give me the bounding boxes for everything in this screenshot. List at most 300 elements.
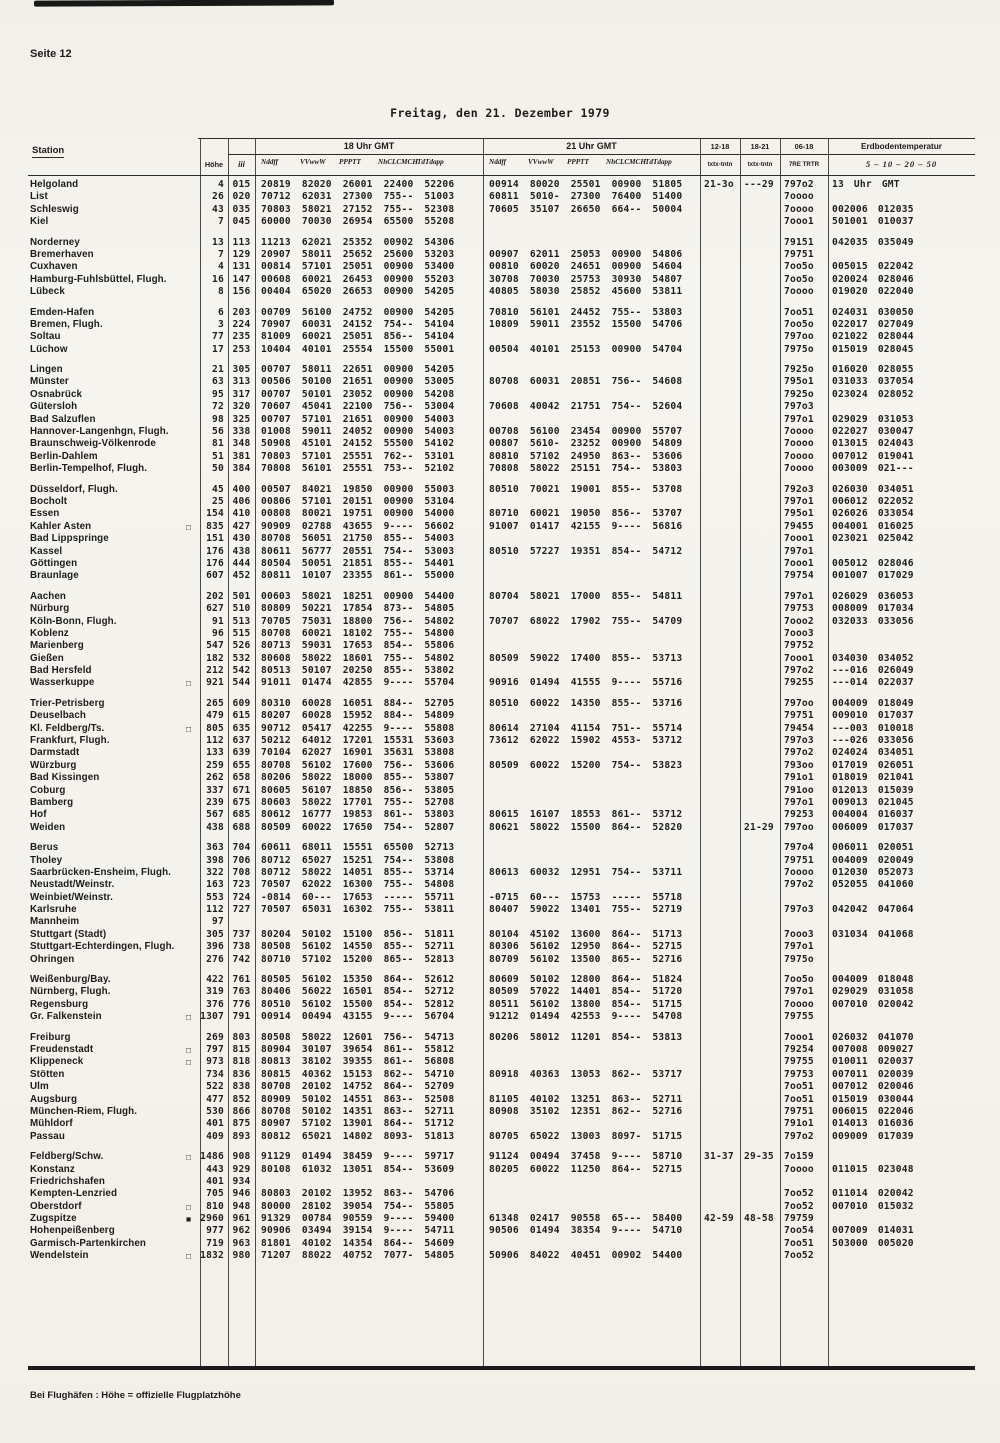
temp-18-21 xyxy=(740,1081,780,1093)
mountain-station-marker xyxy=(186,389,200,401)
obs-21-gmt xyxy=(483,842,700,854)
obs-21-gmt: 00810 60020 24651 00900 54604 xyxy=(489,261,683,273)
mountain-station-marker xyxy=(186,546,200,558)
precip-group-06-18: 79255 xyxy=(784,677,814,689)
station-number: 818 xyxy=(232,1056,251,1068)
station-height: 72 xyxy=(212,401,224,413)
temp-18-21 xyxy=(740,842,780,854)
obs-21-gmt: 80511 56102 13800 854-- 51715 xyxy=(489,998,683,1010)
temp-18-21 xyxy=(740,249,780,261)
soil-temperatures xyxy=(828,1011,975,1023)
station-name: Wasserkuppe xyxy=(30,677,95,689)
station-name: Bad Lippspringe xyxy=(30,533,109,545)
obs-18-gmt: 91129 01494 38459 9---- 59717 xyxy=(261,1151,455,1163)
soil-temperatures: 006011 020051 xyxy=(832,842,914,854)
station-height: 719 xyxy=(206,1237,224,1249)
header-hoehe: Höhe xyxy=(204,160,224,169)
temp-18-21 xyxy=(740,438,780,450)
station-name: Gütersloh xyxy=(30,401,78,413)
mountain-station-marker xyxy=(186,274,200,286)
station-number: 658 xyxy=(232,772,251,784)
obs-21-gmt xyxy=(483,237,700,249)
obs-18-gmt: 80815 40362 15153 862-- 54710 xyxy=(261,1068,455,1080)
temp-18-21 xyxy=(740,496,780,508)
obs-21-gmt xyxy=(483,797,700,809)
table-row xyxy=(28,760,975,772)
temp-18-21 xyxy=(740,760,780,772)
table-row xyxy=(28,521,975,533)
table-row xyxy=(28,331,975,343)
temp-18-21 xyxy=(740,986,780,998)
header-temp-18-21: 18-21 xyxy=(750,142,770,151)
obs-21-gmt xyxy=(483,665,700,677)
table-row xyxy=(28,628,975,640)
table-row xyxy=(28,261,975,273)
station-name-cell xyxy=(28,665,200,677)
obs-21-gmt xyxy=(483,496,700,508)
temp-12-18 xyxy=(700,999,740,1011)
obs-21-gmt: 81105 40102 13251 863-- 52711 xyxy=(489,1093,683,1105)
station-height: 16 xyxy=(212,273,224,285)
obs-21-gmt: 91124 00494 37458 9---- 58710 xyxy=(489,1151,683,1163)
station-height: 81 xyxy=(212,438,224,450)
page-number: Seite 12 xyxy=(30,48,72,60)
soil-temperatures xyxy=(828,1151,975,1163)
soil-temperatures xyxy=(828,1250,975,1262)
temp-18-21 xyxy=(740,929,780,941)
obs-21-gmt: 80407 59022 13401 755-- 52719 xyxy=(489,904,683,916)
temp-18-21 xyxy=(740,204,780,216)
station-height: 479 xyxy=(206,710,224,722)
temp-12-18 xyxy=(700,772,740,784)
station-height: 921 xyxy=(206,677,224,689)
station-name: Berlin-Tempelhof, Flugh. xyxy=(30,463,148,475)
station-height: 401 xyxy=(206,1175,224,1187)
station-name: Berlin-Dahlem xyxy=(30,450,98,462)
mountain-station-marker xyxy=(186,954,200,966)
soil-temperatures: 007010 020042 xyxy=(832,998,914,1010)
obs-18-gmt: 80803 20102 13952 863-- 54706 xyxy=(261,1188,455,1200)
temp-18-21 xyxy=(740,414,780,426)
obs-21-gmt: 61348 02417 90558 65--- 58400 xyxy=(489,1213,683,1225)
soil-temperatures xyxy=(828,640,975,652)
obs-18-gmt: 80510 56102 15500 854-- 52812 xyxy=(261,998,455,1010)
temp-18-21 xyxy=(740,603,780,615)
precip-group-06-18: 7ooo1 xyxy=(784,216,814,228)
precip-group-06-18: 791o1 xyxy=(784,1118,814,1130)
obs-21-gmt: 40805 58030 25852 45600 53811 xyxy=(489,286,683,298)
obs-18-gmt: 00608 60021 26453 00900 55203 xyxy=(261,273,455,285)
temp-12-18 xyxy=(700,954,740,966)
precip-group-06-18: 7oooo xyxy=(784,203,814,215)
temp-12-18 xyxy=(700,463,740,475)
soil-temperatures: 013015 024043 xyxy=(832,438,914,450)
station-name-cell xyxy=(28,842,200,854)
obs-21-gmt: 70707 68022 17902 755-- 54709 xyxy=(489,615,683,627)
station-name: Öhringen xyxy=(30,953,75,965)
obs-18-gmt: 80206 58022 18000 855-- 53807 xyxy=(261,772,455,784)
station-height: 91 xyxy=(212,615,224,627)
header-txtn-sub: txtx-tntn xyxy=(707,161,733,168)
header-ppptt: PPPTT xyxy=(339,158,361,166)
obs-21-gmt: 73612 62022 15902 4553- 53712 xyxy=(489,735,683,747)
obs-21-gmt: 80621 58022 15500 864-- 52820 xyxy=(489,821,683,833)
header-nddff: Nddff xyxy=(489,158,507,166)
station-number: 348 xyxy=(232,438,251,450)
obs-18-gmt: 70808 56101 25551 753-- 52102 xyxy=(261,463,455,475)
table-row xyxy=(28,747,975,759)
station-name: Stötten xyxy=(30,1068,65,1080)
station-name: Köln-Bonn, Flugh. xyxy=(30,615,117,627)
station-name: Berus xyxy=(30,842,59,854)
precip-group-06-18: 7oo52 xyxy=(784,1250,814,1262)
mountain-station-marker xyxy=(186,603,200,615)
obs-18-gmt: 80310 60028 16051 884-- 52705 xyxy=(261,697,455,709)
temp-18-21 xyxy=(740,723,780,735)
obs-21-gmt xyxy=(483,879,700,891)
temp-12-18 xyxy=(700,986,740,998)
report-date-title: Freitag, den 21. Dezember 1979 xyxy=(390,106,610,120)
station-name: Trier-Petrisberg xyxy=(30,697,105,709)
table-header xyxy=(28,138,975,176)
station-name-cell xyxy=(28,261,200,273)
precip-group-06-18: 797oo xyxy=(784,697,814,709)
temp-12-18 xyxy=(700,1164,740,1176)
obs-18-gmt: 60611 68011 15551 65500 52713 xyxy=(261,842,455,854)
station-number: 131 xyxy=(232,261,251,273)
soil-temperatures: 005015 022042 xyxy=(832,261,914,273)
mountain-station-marker xyxy=(186,1131,200,1143)
obs-18-gmt: 70803 58021 27152 755-- 52308 xyxy=(261,203,455,215)
obs-18-gmt: 01008 59011 24052 00900 54003 xyxy=(261,426,455,438)
temp-18-21 xyxy=(740,1118,780,1130)
precip-group-06-18: 79755 xyxy=(784,1056,814,1068)
station-height: 1486 xyxy=(200,1151,224,1163)
obs-21-gmt: 90506 01494 38354 9---- 54710 xyxy=(489,1225,683,1237)
station-name: Mannheim xyxy=(30,916,80,928)
station-name-cell xyxy=(28,1176,200,1188)
precip-group-06-18: 79752 xyxy=(784,640,814,652)
station-name: Darmstadt xyxy=(30,747,80,759)
header-ppptt: PPPTT xyxy=(567,158,589,166)
station-name: Nürnberg, Flugh. xyxy=(30,986,111,998)
mountain-station-marker xyxy=(186,401,200,413)
precip-group-06-18 xyxy=(780,916,828,928)
precip-group-06-18: 79151 xyxy=(784,236,814,248)
temp-18-21 xyxy=(740,1032,780,1044)
station-name: Garmisch-Partenkirchen xyxy=(30,1237,146,1249)
table-row xyxy=(28,1225,975,1237)
mountain-station-marker xyxy=(186,1176,200,1188)
obs-21-gmt xyxy=(483,1176,700,1188)
temp-18-21 xyxy=(740,665,780,677)
table-row xyxy=(28,941,975,953)
obs-18-gmt: 80811 10107 23355 861-- 55000 xyxy=(261,570,455,582)
temp-18-21 xyxy=(740,616,780,628)
obs-21-gmt: 80614 27104 41154 751-- 55714 xyxy=(489,722,683,734)
table-row xyxy=(28,286,975,298)
station-name: Hof xyxy=(30,809,47,821)
obs-21-gmt xyxy=(483,1118,700,1130)
temp-18-21 xyxy=(740,1176,780,1188)
obs-18-gmt: 70803 57101 25551 762-- 53101 xyxy=(261,450,455,462)
obs-18-gmt: 70712 62031 27300 755-- 51003 xyxy=(261,191,455,203)
precip-group-06-18: 797o1 xyxy=(784,796,814,808)
temp-12-18 xyxy=(700,1081,740,1093)
soil-temperatures: 007011 020039 xyxy=(832,1068,914,1080)
station-height: 805 xyxy=(206,722,224,734)
temp-18-21 xyxy=(740,331,780,343)
station-number: 444 xyxy=(232,557,251,569)
temp-12-18 xyxy=(700,191,740,203)
table-row xyxy=(28,698,975,710)
station-height: 797 xyxy=(206,1044,224,1055)
mountain-station-marker xyxy=(186,760,200,772)
obs-18-gmt: 00507 84021 19850 00900 55003 xyxy=(261,483,455,495)
temp-12-18 xyxy=(700,546,740,558)
station-name: Lübeck xyxy=(30,286,65,298)
station-name: Passau xyxy=(30,1130,65,1142)
station-number: 980 xyxy=(232,1250,251,1262)
obs-21-gmt xyxy=(483,628,700,640)
soil-temperatures: ---003 010018 xyxy=(832,722,914,734)
obs-21-gmt xyxy=(483,533,700,545)
precip-group-06-18: 797o2 xyxy=(784,879,814,891)
mountain-station-marker xyxy=(186,331,200,343)
temp-18-21 xyxy=(740,451,780,463)
obs-18-gmt: 60000 70030 26954 65500 55208 xyxy=(261,216,455,228)
station-name: Tholey xyxy=(30,854,63,866)
table-row xyxy=(28,640,975,652)
temp-12-18 xyxy=(700,809,740,821)
table-row xyxy=(28,1164,975,1176)
soil-temperatures: 003009 021--- xyxy=(832,463,914,475)
soil-temperatures: 026030 034051 xyxy=(832,483,914,495)
precip-group-06-18: 7oooo xyxy=(784,450,814,462)
station-number: 406 xyxy=(232,495,251,507)
station-name-cell xyxy=(28,797,200,809)
mountain-station-marker xyxy=(186,974,200,986)
temp-18-21 xyxy=(740,508,780,520)
mountain-station-marker xyxy=(186,426,200,438)
station-name-cell xyxy=(28,809,200,821)
temp-12-18 xyxy=(700,570,740,582)
soil-temperatures: 007008 009027 xyxy=(832,1044,914,1055)
station-height: 363 xyxy=(206,842,224,854)
station-name: Soltau xyxy=(30,331,61,343)
station-name-cell xyxy=(28,438,200,450)
station-height: 705 xyxy=(206,1188,224,1200)
precip-group-06-18: 7ooo1 xyxy=(784,557,814,569)
precip-group-06-18: 797o1 xyxy=(784,590,814,602)
mountain-station-marker xyxy=(186,414,200,426)
temp-12-18 xyxy=(700,941,740,953)
temp-18-21 xyxy=(740,785,780,797)
precip-group-06-18: 7oooo xyxy=(784,998,814,1010)
temp-12-18 xyxy=(700,204,740,216)
station-name: Marienberg xyxy=(30,640,84,652)
station-height: 3 xyxy=(218,318,224,330)
precip-group-06-18: 7oo52 xyxy=(784,1188,814,1200)
station-number: 706 xyxy=(232,854,251,866)
station-name: Nürburg xyxy=(30,603,70,615)
station-number: 791 xyxy=(232,1011,251,1023)
obs-18-gmt: 90712 05417 42255 9---- 55808 xyxy=(261,722,455,734)
station-number: 320 xyxy=(232,401,251,413)
obs-21-gmt: 80510 70021 19001 855-- 53708 xyxy=(489,483,683,495)
station-height: 4 xyxy=(218,261,224,273)
table-row xyxy=(28,735,975,747)
precip-group-06-18: 79751 xyxy=(784,1105,814,1117)
temp-18-21 xyxy=(740,677,780,689)
station-name: Stuttgart (Stadt) xyxy=(30,928,107,940)
precip-group-06-18: 79754 xyxy=(784,570,814,582)
station-name-cell xyxy=(28,331,200,343)
temp-18-21 xyxy=(740,191,780,203)
station-height: 43 xyxy=(212,203,224,215)
soil-temperatures: 002006 012035 xyxy=(832,203,914,215)
soil-temperatures: 031033 037054 xyxy=(832,376,914,388)
obs-18-gmt: 80605 56107 18850 856-- 53805 xyxy=(261,784,455,796)
obs-18-gmt: 70705 75031 18800 756-- 54802 xyxy=(261,615,455,627)
station-number: 776 xyxy=(232,998,251,1010)
temp-18-21 xyxy=(740,628,780,640)
temp-12-18 xyxy=(700,451,740,463)
station-height: 276 xyxy=(206,953,224,965)
station-number: 384 xyxy=(232,463,251,475)
obs-18-gmt: 80509 60022 17650 754-- 52807 xyxy=(261,821,455,833)
soil-temperatures: 024031 030050 xyxy=(832,306,914,318)
station-name-cell xyxy=(28,274,200,286)
obs-18-gmt: 70607 45041 22100 756-- 53004 xyxy=(261,401,455,413)
temp-18-21 xyxy=(740,546,780,558)
station-number: 501 xyxy=(232,590,251,602)
obs-21-gmt xyxy=(483,603,700,615)
obs-21-gmt: 80705 65022 13003 8097- 51715 xyxy=(489,1130,683,1142)
obs-18-gmt xyxy=(255,1176,483,1188)
precip-group-06-18: 792o3 xyxy=(784,483,814,495)
table-row xyxy=(28,916,975,928)
header-erdbodentemperatur: Erdbodentemperatur xyxy=(861,142,942,151)
table-row xyxy=(28,376,975,388)
temp-18-21 xyxy=(740,735,780,747)
obs-18-gmt: 71207 88022 40752 7077- 54805 xyxy=(261,1250,455,1262)
obs-18-gmt: 80907 57102 13901 864-- 51712 xyxy=(261,1118,455,1130)
obs-18-gmt: 80406 56022 16501 854-- 52712 xyxy=(261,986,455,998)
mountain-station-marker xyxy=(186,710,200,722)
temp-12-18 xyxy=(700,929,740,941)
station-number: 838 xyxy=(232,1081,251,1093)
station-height: 176 xyxy=(206,545,224,557)
station-height: 97 xyxy=(212,916,224,928)
station-height: 422 xyxy=(206,974,224,986)
station-name: Regensburg xyxy=(30,998,89,1010)
mountain-station-marker xyxy=(186,1225,200,1237)
table-row xyxy=(28,1250,975,1262)
soil-temperatures: 006009 017037 xyxy=(832,821,914,833)
temp-12-18 xyxy=(700,521,740,533)
station-height: 45 xyxy=(212,483,224,495)
station-number: 526 xyxy=(232,640,251,652)
station-name-cell xyxy=(28,1044,200,1056)
station-name-cell xyxy=(28,892,200,904)
temp-12-18 xyxy=(700,974,740,986)
station-name-cell xyxy=(28,1056,200,1068)
station-height: 7 xyxy=(218,248,224,260)
temp-18-21 xyxy=(740,916,780,928)
table-body xyxy=(28,179,975,1271)
obs-18-gmt: 00709 56100 24752 00900 54205 xyxy=(261,306,455,318)
table-row xyxy=(28,1151,975,1163)
station-number: 305 xyxy=(232,364,251,376)
station-name: Klippeneck xyxy=(30,1056,84,1068)
precip-group-06-18: 7oo5o xyxy=(784,318,814,330)
obs-18-gmt: 80000 28102 39054 754-- 55805 xyxy=(261,1200,455,1212)
temp-12-18 xyxy=(700,1238,740,1250)
soil-temperatures: 015019 028045 xyxy=(832,343,914,355)
station-height: 477 xyxy=(206,1093,224,1105)
mountain-station-marker xyxy=(186,179,200,191)
obs-21-gmt: 80710 60021 19050 856-- 53707 xyxy=(489,508,683,520)
temp-18-21 xyxy=(740,319,780,331)
station-height: 734 xyxy=(206,1068,224,1080)
mountain-station-marker xyxy=(186,438,200,450)
table-row xyxy=(28,179,975,191)
station-number: 235 xyxy=(232,331,251,343)
temp-12-18 xyxy=(700,747,740,759)
station-number: 893 xyxy=(232,1130,251,1142)
precip-group-06-18: 797o3 xyxy=(784,735,814,747)
mountain-station-marker xyxy=(186,916,200,928)
obs-18-gmt: 70104 62027 16901 35631 53808 xyxy=(261,747,455,759)
station-number: 513 xyxy=(232,615,251,627)
station-name: Kiel xyxy=(30,216,49,228)
mountain-station-marker xyxy=(186,1164,200,1176)
table-row xyxy=(28,974,975,986)
temp-12-18 xyxy=(700,216,740,228)
temp-18-21 xyxy=(740,389,780,401)
station-name-cell xyxy=(28,1225,200,1237)
station-name: Mühldorf xyxy=(30,1118,73,1130)
header-period-06-18: 06-18 xyxy=(794,142,814,151)
obs-18-gmt: 80708 50102 14351 863-- 52711 xyxy=(261,1105,455,1117)
table-row xyxy=(28,463,975,475)
obs-21-gmt: 80205 60022 11250 864-- 52715 xyxy=(489,1163,683,1175)
table-row xyxy=(28,1118,975,1130)
station-number: 045 xyxy=(232,216,251,228)
temp-12-18 xyxy=(700,855,740,867)
header-dewpoint: TdTdapp xyxy=(645,158,672,166)
mountain-station-marker xyxy=(186,237,200,249)
station-name: Coburg xyxy=(30,784,66,796)
station-number: 803 xyxy=(232,1031,251,1043)
obs-18-gmt: 80207 60028 15952 884-- 54809 xyxy=(261,710,455,722)
station-height: 98 xyxy=(212,413,224,425)
table-row xyxy=(28,986,975,998)
station-number: 929 xyxy=(232,1163,251,1175)
obs-18-gmt: 80708 56051 21750 855-- 54003 xyxy=(261,533,455,545)
station-name-cell xyxy=(28,1131,200,1143)
station-name: Zugspitze xyxy=(30,1213,77,1225)
station-number: 635 xyxy=(232,722,251,734)
header-temp-12-18: 12-18 xyxy=(710,142,730,151)
station-number: 961 xyxy=(232,1213,251,1225)
soil-temperatures: 004009 020049 xyxy=(832,854,914,866)
station-name: Münster xyxy=(30,376,69,388)
soil-temperatures: 004004 016037 xyxy=(832,809,914,821)
obs-18-gmt: 80909 50102 14551 863-- 52508 xyxy=(261,1093,455,1105)
precip-group-06-18: 7oooo xyxy=(784,438,814,450)
